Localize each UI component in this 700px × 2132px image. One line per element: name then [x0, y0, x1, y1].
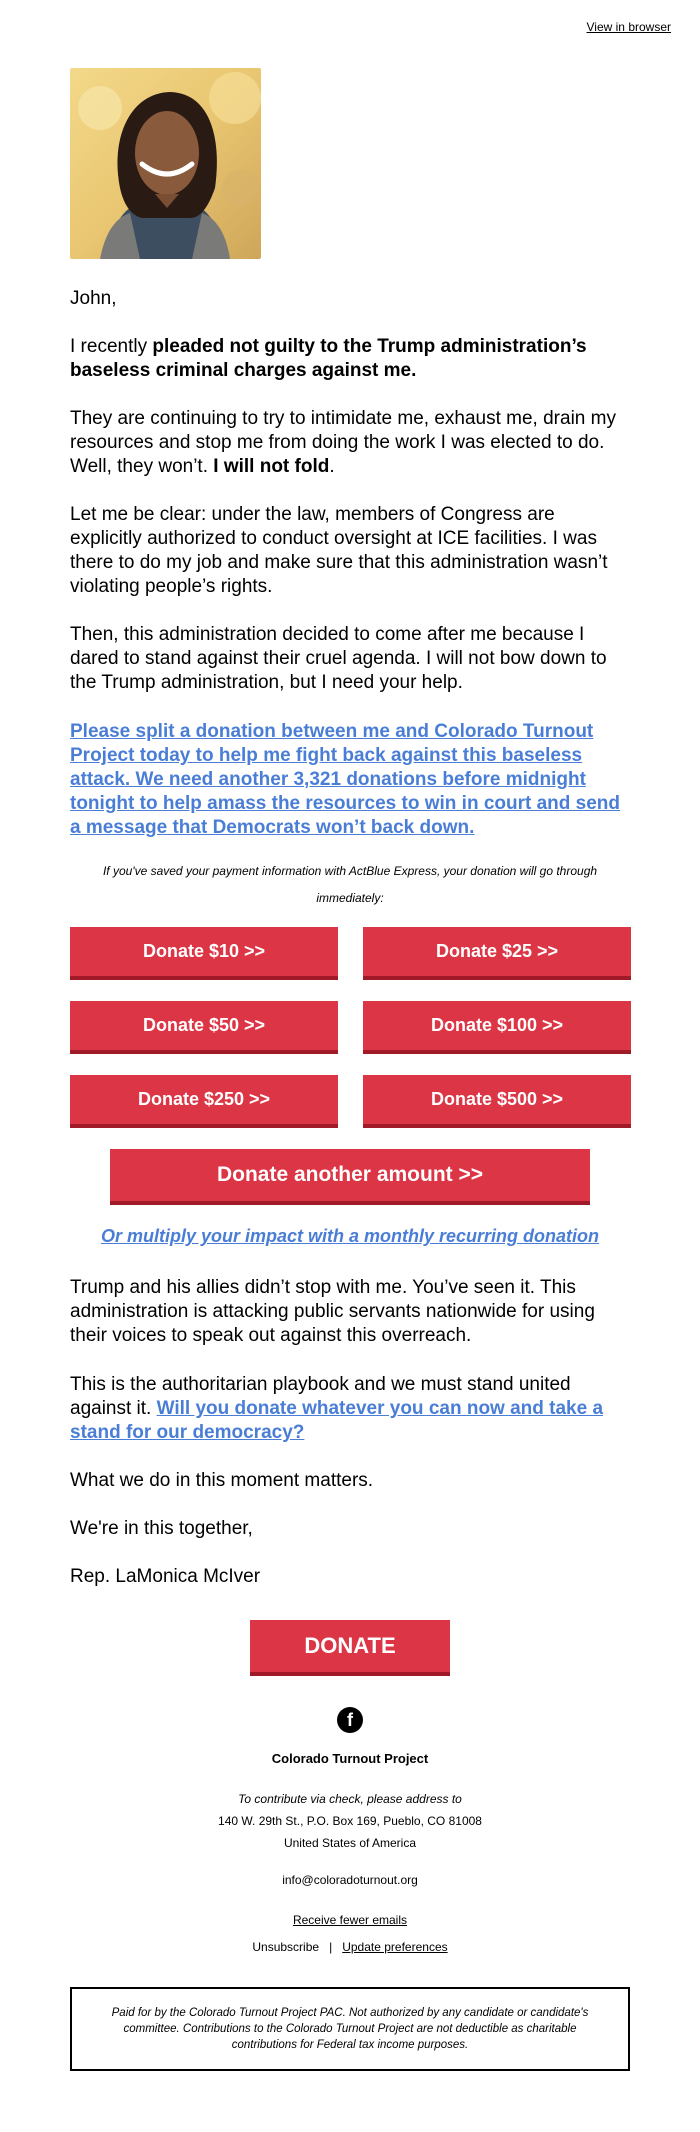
view-in-browser-link[interactable]: View in browser — [586, 20, 671, 34]
donate-other-amount-button[interactable]: Donate another amount >> — [110, 1149, 590, 1205]
footer-unsubscribe-row — [70, 1940, 630, 1954]
paragraph-charges-lead: I recently — [70, 336, 153, 357]
footer-country: United States of America — [283, 1836, 417, 1850]
donate-50-button[interactable]: Donate $50 >> — [70, 1001, 338, 1054]
paragraph-playbook-text: This is the authoritarian playbook and we must stand united against it. — [70, 1374, 571, 1419]
paragraph-charges — [70, 335, 630, 383]
paid-for-disclaimer: Paid for by the Colorado Turnout Project PAC. Not authorized by any candidate or candidate's committee. Contributions to the Colorado Turnout Project are not deductible as charitable contributions for Federal tax income purposes. — [70, 1987, 630, 2071]
paragraph-playbook — [70, 1373, 630, 1445]
unsubscribe-link[interactable]: Unsubscribe — [252, 1940, 320, 1954]
footer-separator: | — [329, 1940, 333, 1954]
paragraph-moment: What we do in this moment matters. — [70, 1470, 374, 1491]
footer-email[interactable]: info@coloradoturnout.org — [282, 1873, 418, 1887]
footer-address: 140 W. 29th St., P.O. Box 169, Pueblo, CO 81008 — [218, 1814, 482, 1828]
signoff: We're in this together, — [70, 1518, 253, 1539]
donate-100-button[interactable]: Donate $100 >> — [363, 1001, 631, 1054]
donate-250-button[interactable]: Donate $250 >> — [70, 1075, 338, 1128]
paragraph-charges-bold: pleaded not guilty to the Trump administration’s baseless criminal charges against me. — [70, 336, 587, 381]
will-not-fold-bold: I will not fold — [213, 456, 330, 477]
paragraph-agenda: Then, this administration decided to come after me because I dared to stand against their cruel agenda. I will not bow down to the Trump administration, but I need your help. — [70, 624, 607, 693]
candidate-photo — [70, 68, 261, 259]
footer-org-name: Colorado Turnout Project — [271, 1751, 429, 1766]
greeting: John, — [70, 288, 117, 309]
footer-check-note: To contribute via check, please address to — [238, 1792, 462, 1806]
signature: Rep. LaMonica McIver — [70, 1566, 261, 1587]
facebook-icon[interactable]: f — [337, 1707, 363, 1733]
receive-fewer-emails-link[interactable]: Receive fewer emails — [292, 1913, 408, 1927]
donate-500-button[interactable]: Donate $500 >> — [363, 1075, 631, 1128]
monthly-recurring-link[interactable]: Or multiply your impact with a monthly recurring donation — [100, 1226, 600, 1246]
donate-25-button[interactable]: Donate $25 >> — [363, 927, 631, 980]
update-preferences-link[interactable]: Update preferences — [342, 1940, 448, 1954]
donate-democracy-link[interactable]: Will you donate whatever you can now and take a stand for our democracy? — [70, 1398, 604, 1443]
paragraph-intimidation-text: They are continuing to try to intimidate me, exhaust me, drain my resources and stop me from doing the work I was elected to do. Well, they won’t. — [70, 408, 616, 477]
paragraph-intimidation — [70, 407, 630, 479]
donate-10-button[interactable]: Donate $10 >> — [70, 927, 338, 980]
actblue-express-note: If you've saved your payment information with ActBlue Express, your donation will go through immediately: — [102, 864, 598, 905]
paragraph-intimidation-end: . — [329, 456, 335, 477]
cta-donation-link[interactable]: Please split a donation between me and Colorado Turnout Project today to help me fight back against this baseless attack. We need another 3,321 donations before midnight tonight to help amass the resources to win in court and send a message that Democrats won’t back down. — [70, 721, 621, 838]
paragraph-allies: Trump and his allies didn’t stop with me. You’ve seen it. This administration is attacking public servants nationwide for using their voices to speak out against this overreach. — [70, 1277, 595, 1346]
donate-button[interactable]: DONATE — [250, 1620, 450, 1676]
paragraph-oversight: Let me be clear: under the law, members of Congress are explicitly authorized to conduct oversight at ICE facilities. I was there to do my job and make sure that this administration wasn’t violating people’s rights. — [70, 504, 608, 597]
